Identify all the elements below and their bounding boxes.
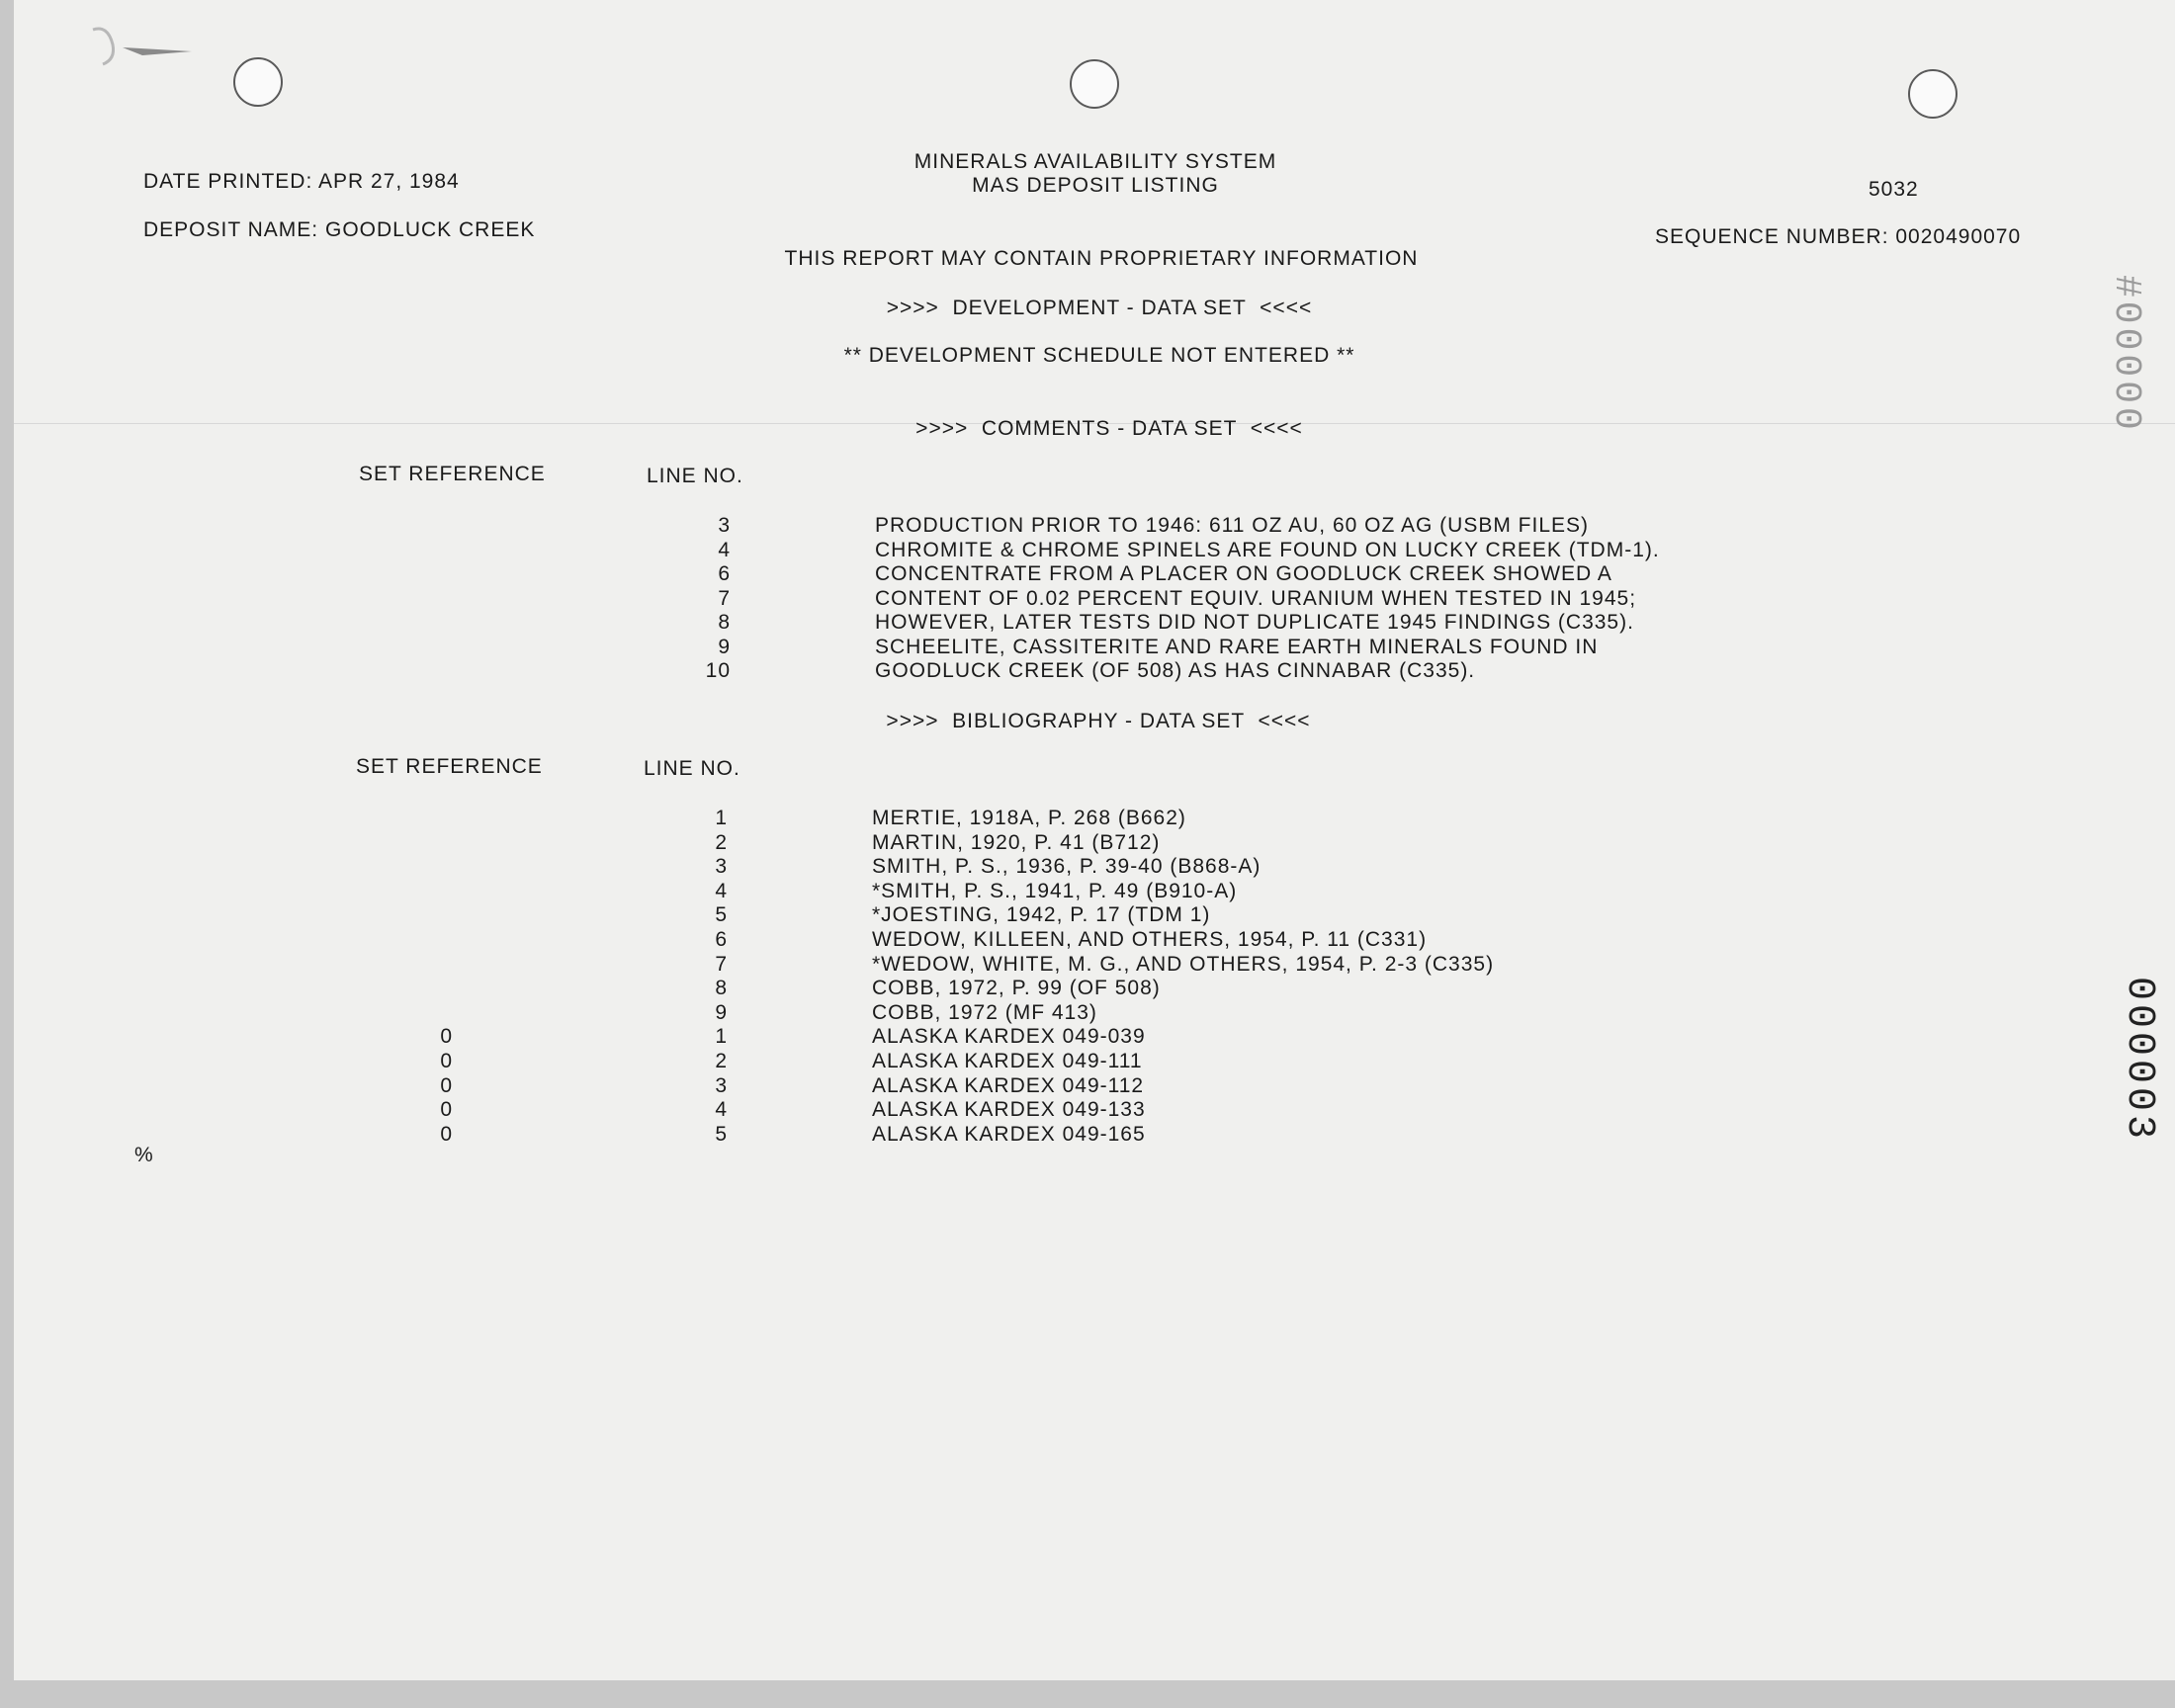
line-number-cell: 5 [715,1122,728,1146]
entry-text-cell: CONTENT OF 0.02 PERCENT EQUIV. URANIUM WHEN TESTED IN 1945; [875,586,1637,610]
table-row [14,1025,1991,1049]
line-number-cell: 6 [715,928,728,951]
entry-text-cell: SMITH, P. S., 1936, P. 39-40 (B868-A) [872,855,1262,879]
entry-text-cell: ALASKA KARDEX 049-165 [872,1122,1146,1146]
comments-col-set-reference: SET REFERENCE [359,463,546,485]
entry-text-cell: WEDOW, KILLEEN, AND OTHERS, 1954, P. 11 (C331) [872,928,1428,951]
table-row [14,928,1991,952]
date-printed: DATE PRINTED: APR 27, 1984 [143,170,460,193]
line-number-cell: 8 [715,977,728,1000]
punch-hole-center [1070,59,1119,109]
report-page [14,0,2175,1680]
line-number-cell: 4 [715,1098,728,1122]
sequence-number: SEQUENCE NUMBER: 0020490070 [1655,225,2022,248]
entry-text-cell: MERTIE, 1918A, P. 268 (B662) [872,807,1186,829]
entry-text-cell: ALASKA KARDEX 049-111 [872,1050,1143,1072]
table-row [14,1074,1991,1098]
table-row [14,1123,1991,1147]
staple-mark-icon [83,20,212,69]
line-number-cell: 4 [715,879,728,902]
line-number-cell: 6 [718,562,731,585]
entry-text-cell: *JOESTING, 1942, P. 17 (TDM 1) [872,903,1211,927]
entry-text-cell: ALASKA KARDEX 049-112 [872,1073,1145,1097]
bibliography-section-title: >>>> BIBLIOGRAPHY - DATA SET <<<< [886,710,1311,732]
line-number-cell: 3 [718,514,731,537]
proprietary-notice: THIS REPORT MAY CONTAIN PROPRIETARY INFORMATION [784,247,1419,270]
entry-text-cell: GOODLUCK CREEK (OF 508) AS HAS CINNABAR (C335). [875,659,1476,682]
table-row [14,562,1991,586]
table-row [14,831,1991,855]
development-note: ** DEVELOPMENT SCHEDULE NOT ENTERED ** [843,344,1355,367]
entry-text-cell: CONCENTRATE FROM A PLACER ON GOODLUCK CREEK SHOWED A [875,562,1612,585]
line-number-cell: 2 [715,830,728,854]
entry-text-cell: COBB, 1972 (MF 413) [872,1000,1097,1024]
line-number-cell: 9 [715,1000,728,1024]
table-row [14,636,1991,659]
deposit-name: DEPOSIT NAME: GOODLUCK CREEK [143,218,536,241]
entry-text-cell: ALASKA KARDEX 049-133 [872,1098,1146,1122]
table-row [14,659,1991,683]
listing-title: MAS DEPOSIT LISTING [972,174,1219,197]
page-number: 5032 [1869,178,1919,201]
line-number-cell: 1 [715,807,728,829]
set-reference-cell: 0 [440,1122,453,1146]
comments-section-title: >>>> COMMENTS - DATA SET <<<< [915,417,1303,440]
entry-text-cell: ALASKA KARDEX 049-039 [872,1025,1146,1049]
line-number-cell: 5 [715,903,728,927]
footer-mark: % [134,1144,154,1166]
table-row [14,1001,1991,1025]
set-reference-cell: 0 [440,1098,453,1122]
bibliography-col-line-no: LINE NO. [644,757,740,780]
punch-hole-right [1908,69,1958,119]
entry-text-cell: HOWEVER, LATER TESTS DID NOT DUPLICATE 1945 FINDINGS (C335). [875,611,1634,634]
line-number-cell: 2 [715,1050,728,1072]
entry-text-cell: COBB, 1972, P. 99 (OF 508) [872,977,1161,1000]
line-number-cell: 1 [715,1025,728,1049]
line-number-cell: 8 [718,611,731,634]
table-row [14,807,1991,830]
table-row [14,953,1991,977]
table-row [14,514,1991,538]
table-row [14,1098,1991,1122]
development-section-title: >>>> DEVELOPMENT - DATA SET <<<< [886,297,1313,319]
table-row [14,587,1991,611]
faint-stamp: #00000 [2105,275,2147,434]
set-reference-cell: 0 [440,1025,453,1049]
line-number-cell: 3 [715,855,728,879]
table-row [14,880,1991,903]
line-number-cell: 10 [705,659,731,682]
table-row [14,1050,1991,1073]
bibliography-col-set-reference: SET REFERENCE [356,755,543,778]
set-reference-cell: 0 [440,1050,453,1072]
table-row [14,977,1991,1000]
table-row [14,539,1991,562]
comments-col-line-no: LINE NO. [647,465,743,487]
table-row [14,903,1991,927]
punch-hole-left [233,57,283,107]
entry-text-cell: *WEDOW, WHITE, M. G., AND OTHERS, 1954, P. 2-3 (C335) [872,952,1495,976]
table-row [14,855,1991,879]
table-row [14,611,1991,635]
line-number-cell: 7 [715,952,728,976]
set-reference-cell: 0 [440,1073,453,1097]
line-number-cell: 4 [718,538,731,561]
line-number-cell: 9 [718,635,731,658]
entry-text-cell: PRODUCTION PRIOR TO 1946: 611 OZ AU, 60 OZ AG (USBM FILES) [875,514,1590,537]
system-title: MINERALS AVAILABILITY SYSTEM [914,150,1277,173]
page-stamp: 000003 [2117,977,2161,1144]
line-number-cell: 7 [718,586,731,610]
entry-text-cell: *SMITH, P. S., 1941, P. 49 (B910-A) [872,879,1238,902]
entry-text-cell: MARTIN, 1920, P. 41 (B712) [872,830,1161,854]
line-number-cell: 3 [715,1073,728,1097]
entry-text-cell: CHROMITE & CHROME SPINELS ARE FOUND ON LUCKY CREEK (TDM-1). [875,538,1660,561]
entry-text-cell: SCHEELITE, CASSITERITE AND RARE EARTH MINERALS FOUND IN [875,635,1599,658]
